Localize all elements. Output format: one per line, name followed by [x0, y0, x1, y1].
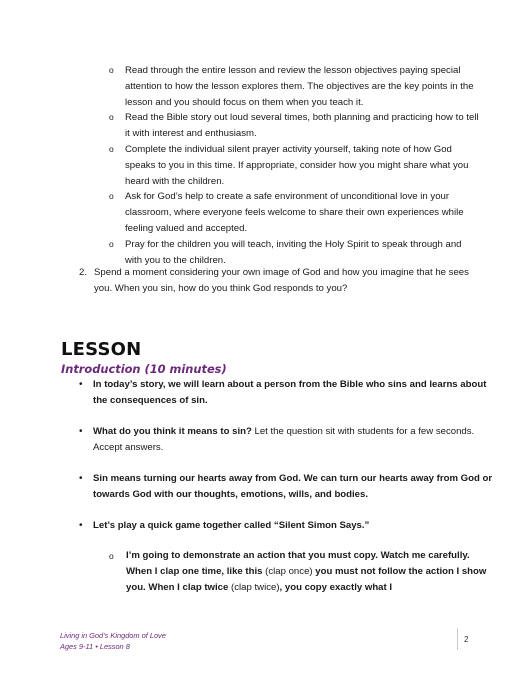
- footer-divider: [457, 628, 458, 650]
- numbered-list: [80, 265, 480, 297]
- list-item-text: Read the Bible story out loud several times, both planning and practicing how to tell it with interest and enthusiasm.: [125, 112, 479, 140]
- list-item: [109, 237, 479, 269]
- bullet-text: Let the question sit with students for a few seconds. Accept answers.: [93, 426, 475, 454]
- page-number: 2: [464, 635, 469, 644]
- bullet-text: In today’s story, we will learn about a person from the Bible who sins and learns about the consequences of sin.: [93, 379, 487, 407]
- numbered-item: [80, 265, 480, 297]
- list-item: [79, 424, 493, 456]
- list-item-text: Complete the individual silent prayer activity yourself, taking note of how God speaks to you in this time. If appropriate, consider how you might share what you heard with the children.: [125, 143, 469, 187]
- circle-bullet-icon: o: [109, 65, 114, 75]
- bullet-icon: •: [79, 520, 83, 531]
- bullet-text: Let’s play a quick game together called “Silent Simon Says.”: [93, 520, 370, 531]
- circle-bullet-icon: o: [109, 191, 114, 202]
- circle-bullet-icon: o: [109, 551, 114, 561]
- item-number: 2.: [79, 267, 88, 278]
- section-heading: LESSON: [61, 339, 142, 360]
- bullet-text-bold: What do you think it means to sin?: [93, 426, 252, 437]
- numbered-item-text: Spend a moment considering your own image of God and how you imagine that he sees you. When you sin, how do you think God responds to you?: [94, 267, 469, 294]
- bullet-icon: •: [79, 379, 83, 390]
- preparation-sublist: [109, 63, 479, 268]
- stage-direction: (clap once): [265, 566, 313, 578]
- circle-bullet-icon: o: [109, 112, 114, 123]
- subsection-heading: Introduction (10 minutes): [61, 362, 227, 376]
- list-item: [109, 110, 479, 142]
- list-item: [109, 142, 479, 189]
- list-item: [79, 471, 493, 503]
- circle-bullet-icon: o: [109, 238, 114, 249]
- bullet-icon: •: [79, 473, 83, 484]
- instruction-text: you must not follow the action I show you. When I clap twice: [126, 566, 487, 594]
- footer-title: Living in God’s Kingdom of Love: [60, 631, 166, 640]
- list-item-text: Read through the entire lesson and review the lesson objectives paying special attention to how the lesson explores them. The objectives are the key points in the lesson and you should focus on them when you teach it.: [125, 65, 474, 108]
- bullet-icon: •: [79, 426, 83, 437]
- list-item: [109, 63, 479, 110]
- instruction-text: , you copy exactly what I: [279, 582, 393, 594]
- bullet-text: Sin means turning our hearts away from God. We can turn our hearts away from God or towards God with our thoughts, emotions, wills, and bodies.: [93, 473, 493, 501]
- instruction-text: I’m going to demonstrate an action that you must copy. Watch me carefully. When I clap one time, like this: [126, 550, 470, 578]
- list-item: [109, 189, 479, 236]
- list-item-text: Ask for God’s help to create a safe environment of unconditional love in your classroom, where everyone feels welcome to share their own experiences while feeling valued and accepted.: [125, 191, 464, 234]
- footer: [60, 631, 166, 652]
- footer-subtitle: Ages 9-11 • Lesson 8: [60, 641, 130, 651]
- list-item: [79, 518, 493, 534]
- list-item: [109, 548, 498, 597]
- circle-bullet-icon: o: [109, 143, 114, 154]
- list-item: [79, 377, 493, 409]
- stage-direction: (clap twice): [231, 582, 280, 594]
- list-item-text: Pray for the children you will teach, inviting the Holy Spirit to speak through and with you to the children.: [125, 238, 462, 266]
